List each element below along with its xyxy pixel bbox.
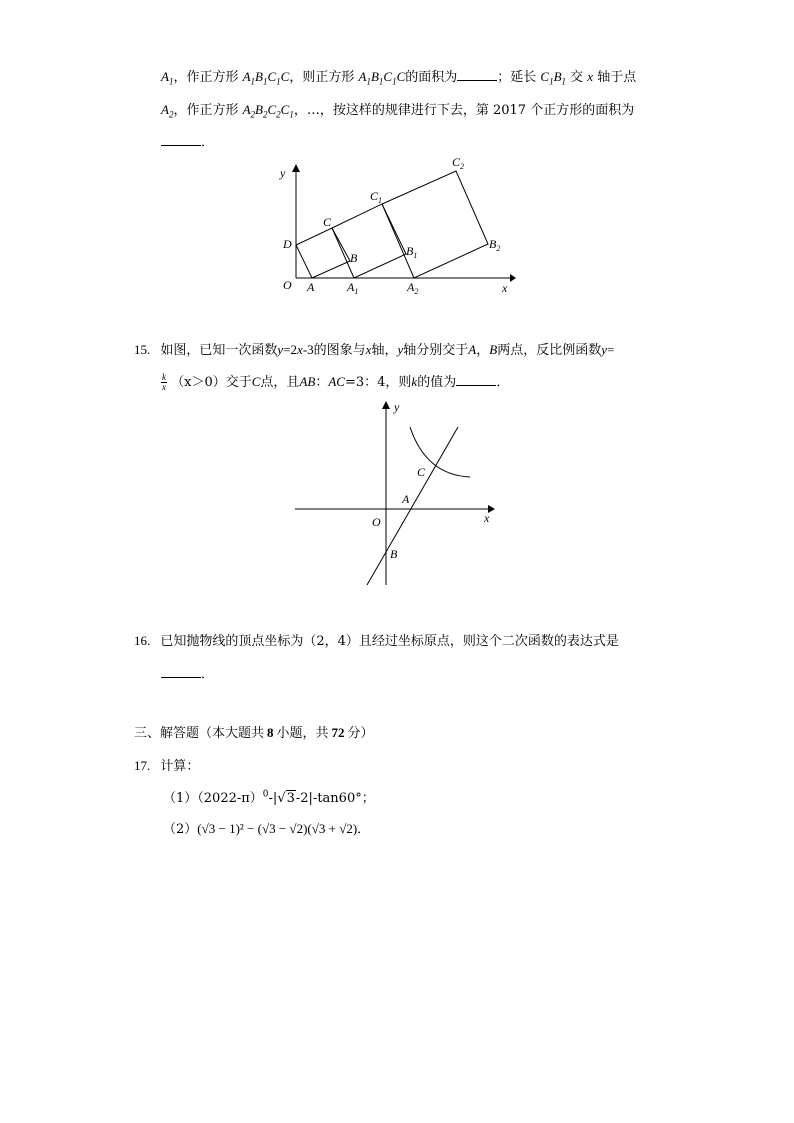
q17-number: 17. — [134, 758, 151, 773]
q15-eq2: = — [606, 342, 615, 357]
q14-text4: ；延长 — [497, 70, 541, 85]
q14-line2 — [161, 99, 634, 120]
q14-line3 — [161, 131, 214, 150]
q17-title-text: 计算： — [160, 759, 200, 774]
answer-blank[interactable] — [457, 68, 497, 81]
fig2-label-O: O — [372, 515, 381, 529]
fig2-label-B: B — [390, 547, 398, 561]
fig1-label-B: B — [350, 251, 358, 265]
q15-eq: =2 — [283, 342, 298, 357]
q15-end: ． — [496, 375, 510, 390]
q16-end: ． — [201, 667, 215, 682]
q14-line1 — [161, 66, 636, 87]
answer-blank[interactable] — [161, 133, 201, 146]
q16-text: 已知抛物线的顶点坐标为（2，4）且经过坐标原点，则这个二次函数的表达式是 — [160, 634, 619, 649]
q15-ratio: =3：4，则 — [344, 375, 412, 390]
q14-square1b: $A_1B_1C_1C$ — [358, 69, 406, 87]
q17-p2-expr: (√3 − 1)² − (√3 − √2)(√3 + √2)． — [197, 821, 371, 836]
figure-squares — [270, 150, 530, 300]
fig1-label-B1: $B_1$ — [406, 244, 418, 260]
q15-text3: 轴， — [371, 343, 398, 358]
fig1-label-x: x — [502, 281, 508, 295]
q15-line1: 15. 如图，已知一次函数y=2x-3的图象与x轴，y轴分别交于A，B两点，反比例函数y= — [134, 342, 615, 358]
q14-text7: ，作正方形 — [173, 103, 243, 118]
q14-text: ，作正方形 — [173, 70, 243, 85]
q15-C: C — [251, 374, 261, 389]
fig1-label-O: O — [283, 278, 292, 292]
q14-square2: $A_2B_2C_2C_1$ — [242, 102, 294, 120]
q14-square1: $A_1B_1C_1C$ — [242, 69, 290, 87]
q14-text6: 轴于点 — [593, 70, 637, 85]
q15-line2 — [161, 371, 509, 392]
fig2-label-y: y — [394, 400, 400, 414]
q17-p1-rest1: -| — [268, 791, 278, 806]
fig1-label-B2: $B_2$ — [489, 237, 501, 253]
answer-blank[interactable] — [161, 665, 201, 678]
q14-A2: $A_2$ — [161, 102, 174, 120]
q17-p1-sqrt: √3 — [277, 791, 295, 806]
q15-y: y — [277, 342, 284, 357]
q15-y2: y — [601, 342, 607, 357]
q15-cond: （x＞0）交于 — [171, 375, 252, 390]
q15-text4: 轴分别交于 — [403, 343, 469, 358]
answer-blank[interactable] — [456, 373, 496, 386]
section3-mid: 小题，共 — [276, 726, 329, 741]
section3-count: 8 — [267, 725, 274, 740]
q15-colon: ： — [315, 375, 329, 390]
q15-minus3: -3 — [302, 342, 314, 357]
fig1-label-D: D — [283, 237, 292, 251]
q17-p1-exp: 0 — [262, 789, 269, 800]
q14-text5: 交 — [566, 70, 588, 85]
q15-A: A — [468, 342, 477, 357]
q14-C1B1: $C_1B_1$ — [540, 69, 567, 87]
q15-k: k — [411, 374, 418, 389]
fig1-label-y: y — [280, 166, 286, 180]
q15-text6: 点，且 — [260, 375, 300, 390]
q15-B: B — [489, 342, 498, 357]
q14-text3: 的面积为 — [405, 70, 458, 85]
q17-part1 — [163, 787, 375, 806]
q17-part2 — [163, 818, 370, 837]
fig1-label-C2: $C_2$ — [452, 155, 465, 171]
q17-p1-label: （1）（2022-π） — [163, 791, 263, 806]
fig1-label-C1: $C_1$ — [370, 189, 383, 205]
q15-text2: 的图象与 — [313, 343, 366, 358]
q15-text5: 两点，反比例函数 — [497, 343, 602, 358]
q14-text2: ，则正方形 — [289, 70, 359, 85]
q14-x: x — [587, 69, 594, 84]
q16-line1 — [134, 630, 619, 649]
q16-number: 16. — [134, 633, 151, 648]
fig1-label-A: A — [307, 280, 315, 294]
q15-x: x — [297, 342, 303, 357]
figure-linear-inverse — [290, 395, 500, 590]
fig2-label-A: A — [402, 492, 410, 506]
q14-A1: $A_1$ — [161, 69, 174, 87]
q15-AC: AC — [328, 374, 345, 389]
fig2-label-C: C — [417, 465, 426, 479]
fig1-label-C: C — [323, 215, 332, 229]
q17-p2-label: （2） — [163, 822, 198, 837]
section3-heading — [134, 722, 374, 741]
fig1-label-A1: $A_1$ — [347, 280, 359, 296]
q14-end: ． — [201, 135, 215, 150]
fig2-label-x: x — [484, 511, 490, 525]
q15-AB: AB — [299, 374, 316, 389]
q15-text7: 的值为 — [417, 375, 457, 390]
q15-fraction: $\frac{k}{x}$ — [162, 372, 166, 392]
section3-end: 分） — [347, 726, 374, 741]
q15-text1: 如图，已知一次函数 — [160, 343, 278, 358]
q15-comma: ， — [476, 343, 490, 358]
fig1-label-A2: $A_2$ — [407, 280, 419, 296]
section3-title: 三、解答题（本大题共 — [134, 726, 265, 741]
q17-title — [134, 755, 199, 774]
q17-p1-rest2: -2|-tan60°； — [295, 791, 375, 806]
q14-text8: ，…，按这样的规律进行下去，第 2017 个正方形的面积为 — [293, 103, 635, 118]
q16-line2 — [161, 663, 214, 682]
q15-number: 15. — [134, 342, 151, 357]
section3-score: 72 — [331, 725, 345, 740]
